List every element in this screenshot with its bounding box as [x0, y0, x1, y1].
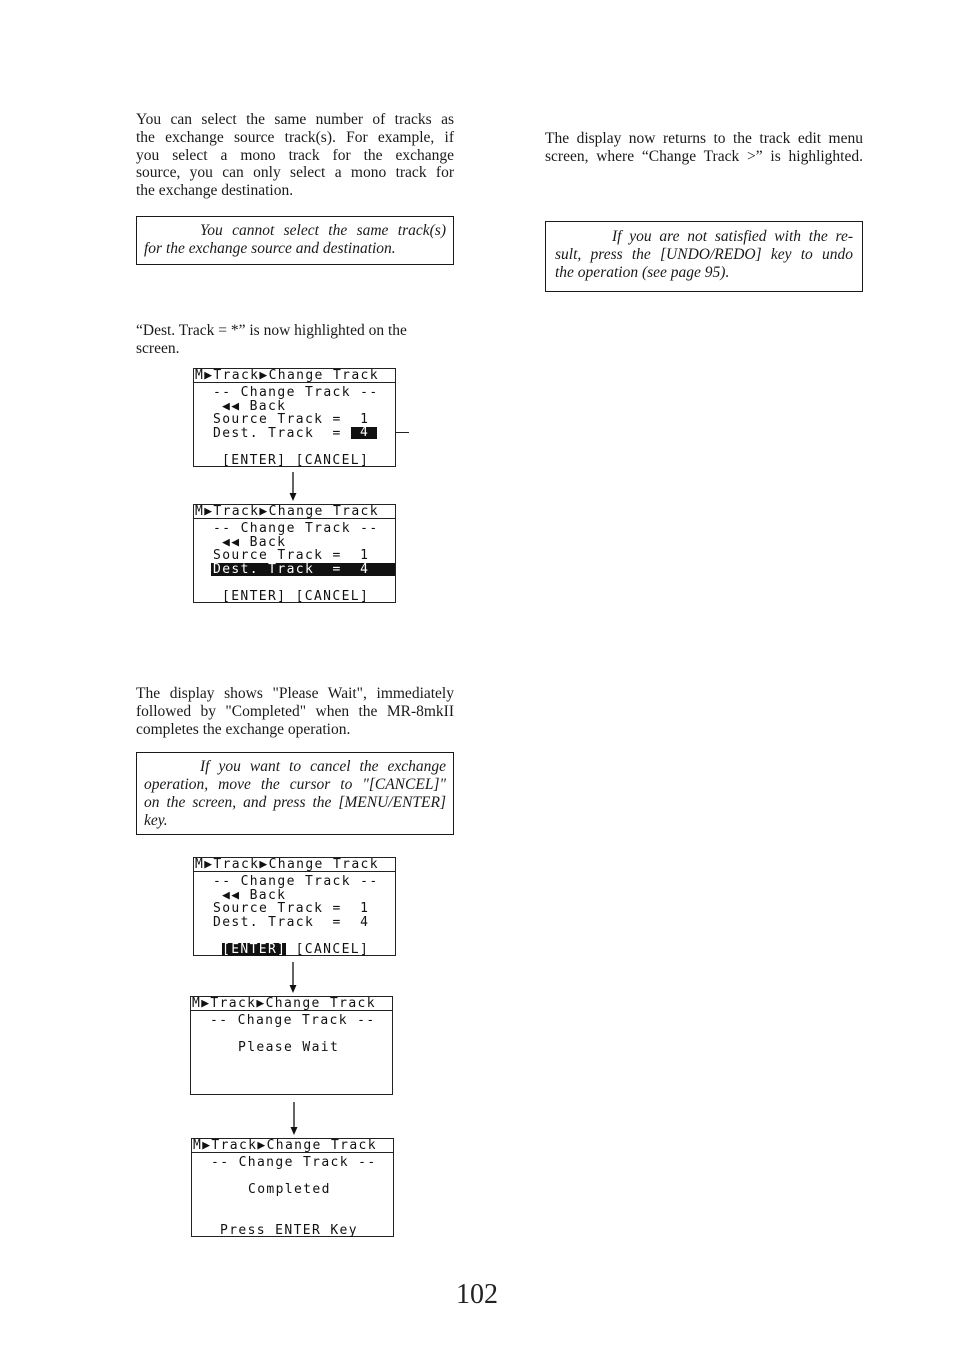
lcd-dest-row: [213, 916, 369, 929]
lcd-header: M▶Track▶Change Track: [192, 1139, 393, 1153]
lcd-dest-value-highlighted: 4: [351, 427, 377, 439]
lcd-header: M▶Track▶Change Track: [194, 369, 395, 383]
lcd-source-value: 1: [360, 412, 370, 427]
lcd-source-label: Source Track =: [213, 412, 342, 427]
text-line: source, you can only select a mono track for: [136, 164, 454, 182]
lcd-enter-label-highlighted: [ENTER]: [222, 942, 287, 957]
text-line: screen.: [136, 339, 180, 357]
lcd-enter-label: [ENTER]: [222, 589, 287, 604]
note-line: for the exchange source and destination.: [144, 240, 396, 257]
lcd-cancel-label: [CANCEL]: [295, 589, 370, 604]
lcd-dest-row: [213, 427, 377, 440]
down-arrow-icon: [287, 962, 299, 994]
text-line: “Dest. Track = *” is now highlighted on the: [136, 322, 407, 339]
note-line: You cannot select the same track(s): [200, 222, 446, 239]
lcd-buttons-row: [222, 943, 369, 956]
callout-leader-line: [396, 432, 409, 433]
lcd-source-value: 1: [360, 548, 370, 563]
down-arrow-icon: [288, 1102, 300, 1136]
note-line: key.: [144, 812, 168, 829]
note-line: operation, move the cursor to "[CANCEL]": [144, 776, 446, 793]
lcd-dest-value: 4: [360, 562, 370, 577]
text-line: the exchange destination.: [136, 182, 294, 200]
lcd-screen-completed: [191, 1138, 394, 1237]
lcd-title: -- Change Track --: [213, 385, 379, 400]
lcd-title: -- Change Track --: [213, 521, 379, 536]
note-same-track: [136, 216, 454, 265]
note-line: on the screen, and press the [MENU/ENTER]: [144, 794, 446, 811]
page-number: 102: [456, 1279, 498, 1310]
lcd-enter-label: [ENTER]: [222, 453, 287, 468]
text-line: followed by "Completed" when the MR-8mkII: [136, 702, 454, 720]
text-line: completes the exchange operation.: [136, 720, 351, 738]
lcd-dest-label: Dest. Track =: [213, 562, 342, 577]
lcd-title: -- Change Track --: [210, 1013, 376, 1028]
down-arrow-icon: [287, 472, 299, 502]
note-line: If you are not satisfied with the re-: [612, 228, 853, 245]
lcd-message: Completed: [248, 1182, 331, 1197]
note-line: If you want to cancel the exchange: [200, 758, 446, 775]
lcd-source-row: [213, 549, 369, 562]
lcd-source-value: 1: [360, 901, 370, 916]
lcd-back-item: ◀◀ Back: [222, 888, 287, 903]
lcd-dest-value: 4: [360, 915, 370, 930]
lcd-header: M▶Track▶Change Track: [194, 505, 395, 519]
lcd-source-row: [213, 413, 369, 426]
lcd-screen-please-wait: [190, 996, 393, 1095]
lcd-header: M▶Track▶Change Track: [191, 997, 392, 1011]
lcd-cancel-label: [CANCEL]: [295, 453, 370, 468]
lcd-dest-row-highlighted: [211, 563, 395, 576]
text-line: screen, where “Change Track >” is highlighted.: [545, 147, 863, 165]
lcd-dest-label: Dest. Track =: [213, 426, 342, 441]
text-line: The display now returns to the track edit menu: [545, 130, 863, 147]
lcd-cancel-label: [CANCEL]: [295, 942, 370, 957]
lcd-footer: Press ENTER Key: [220, 1223, 358, 1238]
lcd-source-row: [213, 902, 369, 915]
lcd-source-label: Source Track =: [213, 901, 342, 916]
note-line: the operation (see page 95).: [555, 264, 730, 281]
lcd-source-label: Source Track =: [213, 548, 342, 563]
lcd-back-item: ◀◀ Back: [222, 399, 287, 414]
lcd-buttons-row: [222, 454, 369, 467]
lcd-screen-dest-row-highlighted: [193, 504, 396, 603]
lcd-buttons-row: [222, 590, 369, 603]
lcd-message: Please Wait: [238, 1040, 340, 1055]
note-undo: [545, 221, 863, 292]
text-line: The display shows "Please Wait", immediately: [136, 685, 454, 702]
paragraph-display-returns: [545, 130, 863, 166]
lcd-title: -- Change Track --: [213, 874, 379, 889]
lcd-dest-label: Dest. Track =: [213, 915, 342, 930]
lcd-screen-dest-value-selected: [193, 368, 396, 467]
text-line: the exchange source track(s). For example, if: [136, 128, 454, 146]
lcd-back-item: ◀◀ Back: [222, 535, 287, 550]
paragraph-please-wait: [136, 685, 454, 738]
paragraph-select-tracks: [136, 111, 454, 200]
lcd-header: M▶Track▶Change Track: [194, 858, 395, 872]
paragraph-dest-highlighted: [136, 322, 454, 358]
lcd-title: -- Change Track --: [211, 1155, 377, 1170]
text-line: You can select the same number of tracks as: [136, 111, 454, 128]
text-line: you select a mono track for the exchange: [136, 146, 454, 164]
note-line: sult, press the [UNDO/REDO] key to undo: [555, 246, 853, 263]
lcd-screen-enter-highlighted: [193, 857, 396, 956]
note-cancel: [136, 752, 454, 835]
